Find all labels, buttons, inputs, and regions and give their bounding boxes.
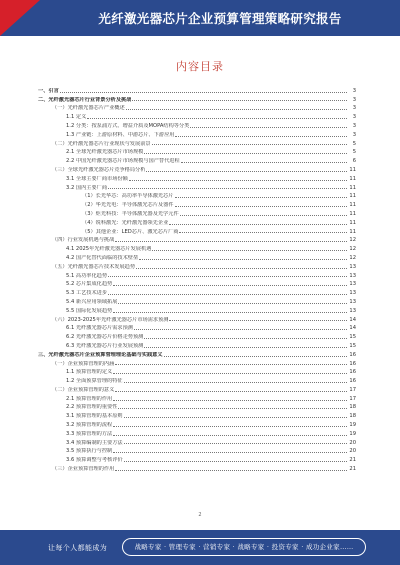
toc-entry-page: 12 — [349, 254, 356, 261]
toc-entry[interactable] — [38, 419, 356, 428]
toc-leader-dots — [146, 171, 347, 172]
toc-entry[interactable] — [38, 129, 356, 138]
toc-entry-label: 3.2 国内主要厂商 — [66, 184, 108, 191]
toc-entry-label: （二）光纤激光器芯片行业现状与发展前景 — [52, 140, 151, 147]
toc-entry-page: 12 — [349, 237, 356, 244]
toc-leader-dots — [115, 241, 347, 242]
toc-entry[interactable] — [38, 463, 356, 472]
toc-entry-page: 19 — [349, 422, 356, 429]
footer-tagline-pill — [122, 538, 366, 556]
toc-entry-page: 15 — [349, 334, 356, 341]
toc-entry-page: 5 — [352, 140, 356, 147]
toc-entry-page: 6 — [352, 158, 356, 165]
toc-entry-page: 5 — [352, 149, 356, 156]
toc-entry-label: 3.4 预算编制的主要方法 — [66, 439, 123, 446]
toc-entry[interactable] — [38, 243, 356, 252]
toc-entry[interactable] — [38, 410, 356, 419]
toc-entry-label: 1.3 产业链：上游原材料、中游芯片、下游应用 — [66, 131, 175, 138]
toc-leader-dots — [113, 373, 347, 374]
toc-entry-page: 3 — [352, 105, 356, 112]
footer-tagline: 战略专家 · 管理专家 · 营销专家 · 战略专家 · 投资专家 · 成功企业家…… — [134, 543, 354, 551]
toc-leader-dots — [113, 312, 347, 313]
toc-entry[interactable] — [38, 147, 356, 156]
toc-leader-dots — [124, 443, 347, 444]
toc-leader-dots — [108, 276, 347, 277]
toc-entry-label: 3.2 预算管理的流程 — [66, 422, 113, 429]
toc-leader-dots — [181, 162, 347, 163]
toc-leader-dots — [108, 294, 347, 295]
toc-entry[interactable] — [38, 217, 356, 226]
toc-leader-dots — [118, 408, 347, 409]
toc-entry-label: 3.1 预算管理的基本原则 — [66, 413, 123, 420]
toc-entry[interactable] — [38, 235, 356, 244]
toc-entry[interactable] — [38, 85, 356, 94]
toc-entry[interactable] — [38, 252, 356, 261]
toc-leader-dots — [144, 347, 347, 348]
page-number: 2 — [198, 512, 202, 518]
toc-entry-label: （四）行业发展机遇与挑战 — [52, 237, 115, 244]
toc-entry[interactable] — [38, 138, 356, 147]
toc-leader-dots — [113, 400, 347, 401]
toc-entry[interactable] — [38, 226, 356, 235]
toc-leader-dots — [113, 285, 347, 286]
toc-leader-dots — [179, 232, 347, 233]
toc-leader-dots — [129, 180, 347, 181]
toc-entry[interactable] — [38, 296, 356, 305]
toc-entry-page: 3 — [352, 87, 356, 94]
footer-banner — [0, 530, 400, 565]
toc-entry-page: 13 — [349, 272, 356, 279]
toc-entry[interactable] — [38, 323, 356, 332]
toc-heading: 内容目录 — [176, 60, 224, 73]
toc-entry-page: 12 — [349, 246, 356, 253]
toc-entry[interactable] — [38, 393, 356, 402]
toc-leader-dots — [115, 470, 347, 471]
toc-entry-page: 3 — [352, 114, 356, 121]
toc-entry[interactable] — [38, 358, 356, 367]
toc-entry-page: 11 — [349, 175, 356, 182]
toc-entry-label: 5.2 芯片集成化趋势 — [66, 281, 113, 288]
toc-entry[interactable] — [38, 261, 356, 270]
toc-entry-page: 11 — [349, 228, 356, 235]
toc-entry[interactable] — [38, 402, 356, 411]
toc-entry[interactable] — [38, 164, 356, 173]
toc-entry-label: 三、光纤激光器芯片企业预算管理理论基础与实践意义 — [38, 351, 163, 358]
toc-entry-label: 2.2 中国光纤激光器芯片市场规模与国产替代进程 — [66, 158, 180, 165]
toc-entry-label: （1）长光华芯：高功率半导体激光芯片 — [82, 193, 174, 200]
toc-entry-page: 20 — [349, 448, 356, 455]
red-corner-flag — [0, 0, 40, 36]
toc-entry-label: 1.1 定义 — [66, 114, 87, 121]
toc-entry-label: 2.1 预算管理的作用 — [66, 395, 113, 402]
toc-leader-dots — [132, 100, 347, 101]
toc-entry-page: 11 — [349, 202, 356, 209]
toc-entry-label: 4.1 2025年光纤激光器芯片发展机遇 — [66, 246, 152, 253]
toc-entry[interactable] — [38, 120, 356, 129]
toc-entry-page: 18 — [349, 404, 356, 411]
toc-entry-page: 13 — [349, 263, 356, 270]
toc-entry[interactable] — [38, 454, 356, 463]
toc-entry[interactable] — [38, 94, 356, 103]
toc-entry[interactable] — [38, 437, 356, 446]
toc-entry-label: （4）锐科激光：光纤激光器领先企业 — [82, 219, 169, 226]
toc-entry-page: 16 — [349, 351, 356, 358]
toc-entry-page: 14 — [349, 325, 356, 332]
toc-leader-dots — [169, 224, 347, 225]
toc-leader-dots — [118, 303, 347, 304]
toc-entry[interactable] — [38, 155, 356, 164]
toc-entry-page: 15 — [349, 342, 356, 349]
toc-entry-label: 1.1 预算管理的定义 — [66, 369, 113, 376]
toc-leader-dots — [126, 109, 347, 110]
toc-leader-dots — [115, 364, 347, 365]
toc-entry-page: 14 — [349, 316, 356, 323]
toc-leader-dots — [175, 197, 348, 198]
toc-leader-dots — [152, 250, 347, 251]
table-of-contents — [38, 85, 356, 472]
toc-entry[interactable] — [38, 314, 356, 323]
toc-entry-label: 1.2 全面预算管理的特征 — [66, 378, 123, 385]
toc-entry[interactable] — [38, 279, 356, 288]
toc-leader-dots — [115, 391, 347, 392]
toc-entry-label: 5.1 高功率化趋势 — [66, 272, 108, 279]
toc-entry-page: 16 — [349, 369, 356, 376]
toc-entry[interactable] — [38, 287, 356, 296]
toc-entry-page: 21 — [349, 457, 356, 464]
toc-entry-label: 5.5 国际化发展趋势 — [66, 307, 113, 314]
toc-entry-label: 4.2 国产化替代面临的技术壁垒 — [66, 254, 139, 261]
toc-entry-page: 18 — [349, 413, 356, 420]
toc-entry-label: 6.3 光纤激光器芯片行业发展预测 — [66, 342, 144, 349]
toc-entry-label: 5.4 新兴应用领域拓展 — [66, 298, 118, 305]
toc-entry[interactable] — [38, 270, 356, 279]
toc-entry-page: 16 — [349, 360, 356, 367]
toc-leader-dots — [175, 136, 347, 137]
report-header-banner — [0, 0, 400, 36]
toc-entry-page: 19 — [349, 430, 356, 437]
toc-leader-dots — [139, 259, 347, 260]
toc-leader-dots — [113, 452, 347, 453]
toc-entry-label: 6.2 光纤激光器芯片价格走势预测 — [66, 334, 144, 341]
toc-entry[interactable] — [38, 111, 356, 120]
toc-leader-dots — [144, 153, 347, 154]
footer-lead-text: 让每个人都能成为 — [48, 544, 108, 552]
toc-entry[interactable] — [38, 305, 356, 314]
toc-entry[interactable] — [38, 340, 356, 349]
toc-leader-dots — [152, 144, 347, 145]
toc-entry-page: 3 — [352, 96, 356, 103]
toc-leader-dots — [87, 118, 347, 119]
toc-leader-dots — [124, 382, 347, 383]
toc-leader-dots — [134, 329, 347, 330]
toc-entry-label: 5.3 工艺技术进步 — [66, 290, 108, 297]
toc-entry-page: 17 — [349, 395, 356, 402]
toc-entry-page: 11 — [349, 184, 356, 191]
toc-entry-page: 11 — [349, 219, 356, 226]
toc-entry-label: 3.5 预算执行与控制 — [66, 448, 113, 455]
toc-entry-label: （三）全球光纤激光器芯片竞争格局分析 — [52, 166, 146, 173]
toc-entry-page: 20 — [349, 439, 356, 446]
toc-entry[interactable] — [38, 191, 356, 200]
toc-entry-label: 3.1 全球主要厂商市场份额 — [66, 175, 128, 182]
toc-entry-page: 3 — [352, 122, 356, 129]
toc-entry-page: 21 — [349, 466, 356, 473]
toc-leader-dots — [124, 461, 347, 462]
toc-entry-page: 3 — [352, 131, 356, 138]
toc-entry[interactable] — [38, 182, 356, 191]
toc-entry-label: 3.6 预算调整与考核评价 — [66, 457, 123, 464]
toc-entry[interactable] — [38, 367, 356, 376]
toc-entry-label: 2.1 全球光纤激光器芯片市场规模 — [66, 149, 144, 156]
toc-entry[interactable] — [38, 428, 356, 437]
toc-leader-dots — [108, 188, 347, 189]
toc-entry-label: （一）企业预算管理的内涵 — [52, 360, 115, 367]
toc-entry-label: 1.2 分类：按泵浦方式、增益介质及MOPA结构等分类 — [66, 122, 190, 129]
toc-entry-page: 16 — [349, 378, 356, 385]
toc-entry-page: 13 — [349, 307, 356, 314]
toc-entry-label: （五）光纤激光器芯片技术发展趋势 — [52, 263, 136, 270]
toc-entry-label: 2.2 预算管理的重要性 — [66, 404, 118, 411]
toc-entry-page: 13 — [349, 281, 356, 288]
toc-entry[interactable] — [38, 103, 356, 112]
toc-leader-dots — [60, 92, 347, 93]
toc-entry-label: （5）其他企业：LED芯片、激光芯片厂商 — [82, 228, 179, 235]
toc-leader-dots — [124, 417, 347, 418]
toc-entry[interactable] — [38, 446, 356, 455]
toc-entry-page: 11 — [349, 193, 356, 200]
toc-leader-dots — [175, 206, 348, 207]
toc-entry[interactable] — [38, 199, 356, 208]
toc-entry-label: 6.1 光纤激光器芯片需求预测 — [66, 325, 133, 332]
toc-leader-dots — [136, 268, 347, 269]
toc-entry[interactable] — [38, 349, 356, 358]
toc-entry-label: （六）2023-2025年光纤激光器芯片市场需求预测 — [52, 316, 169, 323]
toc-entry[interactable] — [38, 208, 356, 217]
toc-leader-dots — [113, 435, 347, 436]
toc-leader-dots — [113, 426, 347, 427]
toc-entry-page: 17 — [349, 386, 356, 393]
toc-leader-dots — [190, 127, 347, 128]
toc-entry-page: 13 — [349, 290, 356, 297]
toc-entry-page: 13 — [349, 298, 356, 305]
toc-leader-dots — [164, 356, 347, 357]
toc-entry-page: 11 — [349, 166, 356, 173]
toc-entry-label: （2）华光光电：半导体激光芯片及器件 — [82, 202, 174, 209]
toc-entry-page: 11 — [349, 210, 356, 217]
report-title: 光纤激光器芯片企业预算管理策略研究报告 — [98, 11, 342, 26]
toc-leader-dots — [180, 215, 347, 216]
toc-entry[interactable] — [38, 173, 356, 182]
toc-entry-label: 一、引言 — [38, 87, 59, 94]
toc-leader-dots — [144, 338, 347, 339]
toc-entry[interactable] — [38, 375, 356, 384]
toc-entry-label: （3）炬光科技：半导体激光器及光学元件 — [82, 210, 179, 217]
toc-entry-label: 二、光纤激光器芯片行业背景分析及挑战 — [38, 96, 132, 103]
toc-entry-label: （二）企业预算管理的意义 — [52, 386, 115, 393]
toc-entry[interactable] — [38, 384, 356, 393]
toc-entry-label: 3.3 预算管理的方法 — [66, 430, 113, 437]
toc-entry-label: （三）企业预算管理的作用 — [52, 466, 115, 473]
toc-leader-dots — [169, 320, 347, 321]
toc-entry-label: （一）光纤激光器芯片产业概述 — [52, 105, 125, 112]
toc-entry[interactable] — [38, 331, 356, 340]
